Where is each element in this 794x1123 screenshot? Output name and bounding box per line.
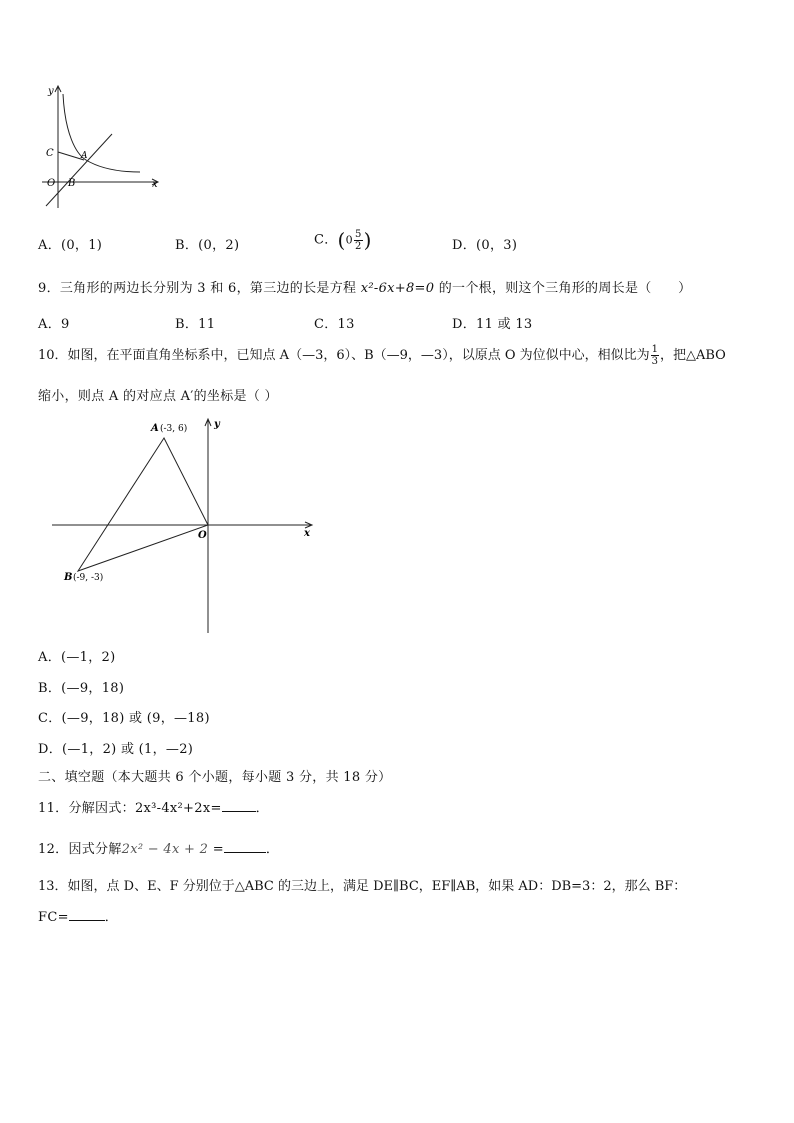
- q9-question: 9．三角形的两边长分别为 3 和 6，第三边的长是方程 x²-6x+8=0 的一个根，则这个三角形的周长是（ ）: [38, 281, 692, 296]
- q13-answer-blank[interactable]: [69, 908, 105, 921]
- q8-option-c: C．(0 $\frac{5}{2}$ ): [314, 228, 372, 252]
- q10-option-d: D．(—1，2) 或 (1，—2): [38, 742, 194, 757]
- graph1-label-y: y: [48, 86, 54, 97]
- graph2-label-x: x: [304, 528, 310, 539]
- graph-hyperbola: [36, 84, 166, 214]
- graph1-label-b: B: [68, 178, 76, 189]
- graph2-label-o: O: [198, 530, 207, 541]
- q10-ratio-fraction: $\frac{1}{3}$: [651, 344, 658, 367]
- q8-option-a: A．(0，1): [38, 238, 103, 253]
- graph2-label-a-coord: (-3, 6): [160, 424, 188, 434]
- q11-question: 11．分解因式：2x³-4x²+2x= ．: [38, 801, 269, 816]
- q10-option-a: A．(—1，2): [38, 650, 116, 665]
- q9-option-c: C．13: [314, 317, 355, 332]
- q8-option-c-fraction: $\frac{5}{2}$: [354, 228, 362, 252]
- q11-answer-blank[interactable]: [222, 799, 256, 812]
- graph1-label-c: C: [46, 148, 54, 159]
- graph-triangle-abo: [46, 415, 326, 635]
- graph2-label-y: y: [214, 419, 220, 430]
- q12-answer-blank[interactable]: [224, 840, 266, 853]
- graph1-label-x: x: [152, 179, 158, 190]
- section-heading-fill-in: 二、填空题（本大题共 6 个小题，每小题 3 分，共 18 分）: [38, 770, 392, 785]
- q9-option-a: A．9: [38, 317, 70, 332]
- q10-option-b: B．(—9，18): [38, 681, 125, 696]
- q8-option-c-prefix: C．: [314, 232, 338, 248]
- q8-option-d: D．(0，3): [452, 238, 518, 253]
- q12-question: 12．因式分解2x² − 4x + 2 = ．: [38, 842, 280, 857]
- q9-equation: x²-6x+8=0: [360, 281, 435, 296]
- q8-option-b: B．(0，2): [175, 238, 240, 253]
- q10-question-line1: 10．如图，在平面直角坐标系中，已知点 A（—3，6）、B（—9，—3），以原点 O 为位似中心，相似比为 $\frac{1}{3}$ ，把△ABO: [38, 344, 726, 367]
- hyperbola-curve: [63, 94, 140, 172]
- line-through-b: [46, 134, 112, 206]
- graph1-label-o: O: [47, 178, 56, 189]
- q10-question-line2: 缩小，则点 A 的对应点 A′的坐标是（ ）: [38, 389, 278, 404]
- triangle-abo: [78, 438, 208, 571]
- q8-option-c-x: 0: [345, 233, 353, 247]
- q9-option-b: B．11: [175, 317, 216, 332]
- graph2-label-b: B: [64, 572, 73, 583]
- q13-question-line2: FC= ．: [38, 910, 119, 925]
- q9-option-d: D．11 或 13: [452, 317, 533, 332]
- graph2-label-b-coord: (-9, -3): [73, 573, 104, 583]
- graph2-label-a: A: [151, 423, 159, 434]
- q10-option-c: C．(—9，18) 或 (9，—18): [38, 711, 210, 726]
- q12-expression: 2x² − 4x + 2: [121, 842, 209, 857]
- graph1-label-a: A: [81, 151, 88, 161]
- q13-question-line1: 13．如图，点 D、E、F 分别位于△ABC 的三边上，满足 DE∥BC，EF∥AB，如果 AD：DB=3：2，那么 BF：: [38, 879, 687, 894]
